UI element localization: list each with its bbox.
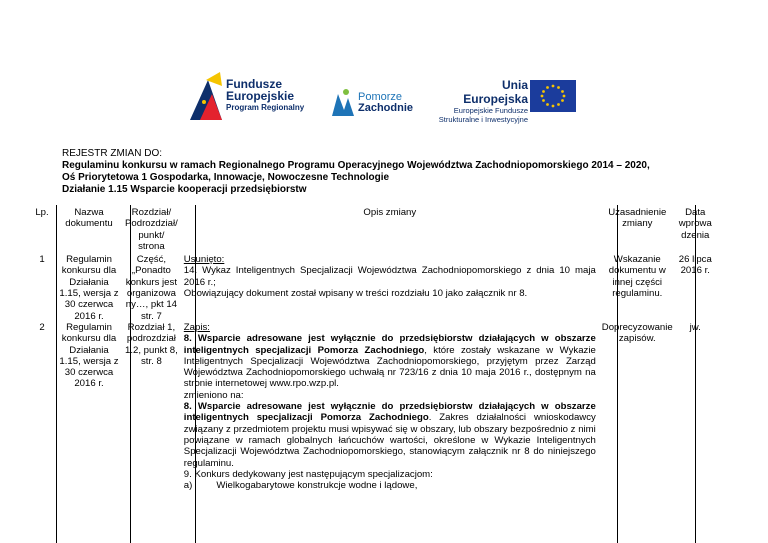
document-header (62, 148, 650, 196)
table-row (28, 322, 715, 491)
row-data: 26 lipca 2016 r. (678, 254, 712, 277)
row-lp: 1 (39, 254, 45, 266)
opis-paragraph (184, 333, 596, 389)
list-marker: a) (183, 480, 193, 492)
row-lp: 2 (39, 321, 45, 333)
fundusze-logo-text: Fundusze Europejskie Program Regionalny (226, 77, 305, 112)
opis-text: Obowiązujący dokument został wpisany w treści rozdziału 10 jako załącznik nr 8. (183, 288, 528, 300)
opis-text: , które zostały wskazane w Wykazie Inteligentnych Specjalizacji Województwa Zachodniopomorskiego, przyjętym przez Zarząd Województwa Zachodniopomorskiego uchwałą nr 723/16 z dnia 10 maja 2016 r., dostępnym na stronie internetowej www.rpo.wzp.pl. (183, 344, 596, 390)
row-uzasadnienie: Doprecyzowanie zapisów. (601, 321, 673, 345)
ue-logo-text: Unia Europejska Europejskie Fundusze Strukturalne i Inwestycyjne (438, 78, 528, 124)
header-lp: Lp. (35, 207, 49, 218)
header-dzialanie: Działanie 1.15 Wsparcie kooperacji przedsiębiorstw (62, 184, 307, 195)
row-data: jw. (689, 321, 701, 333)
table-row (28, 252, 715, 322)
header-data: Data wprowa dzenia (678, 207, 712, 241)
table-header-row (28, 207, 715, 252)
opis-label: Usunięto: (183, 254, 225, 266)
header-nazwa: Nazwa dokumentu (65, 207, 113, 230)
opis-text: 9. Konkurs dedykowany jest następującym specjalizacjom: (183, 468, 433, 480)
header-rozdzial: Rozdział/ Podrozdział/ punkt/ strona (125, 207, 178, 252)
changes-table (28, 207, 715, 491)
opis-bold: 8. Wsparcie adresowane jest wyłącznie do przedsiębiorstw działających w obszarze inteligentnych specjalizacji Pomorza Zachodniego (183, 333, 596, 356)
row-nazwa: Regulamin konkursu dla Działania 1.15, wersja z 30 czerwca 2016 r. (59, 321, 119, 390)
row-uzasadnienie: Wskazanie dokumentu w innej części regulaminu. (608, 254, 666, 300)
header-uzasadnienie: Uzasadnienie zmiany (608, 207, 667, 230)
row-opis (181, 252, 599, 322)
opis-bold: 8. Wsparcie adresowane jest wyłącznie do przedsiębiorstw działających w obszarze inteligentnych specjalizacji Pomorza Zachodniego (183, 401, 596, 424)
pomorze-logo-text: Pomorze Zachodnie (358, 91, 414, 114)
row-nazwa: Regulamin konkursu dla Działania 1.15, wersja z 30 czerwca 2016 r. (59, 254, 119, 322)
opis-paragraph (184, 401, 596, 469)
eu-flag-icon (530, 80, 576, 112)
header-regulamin: Regulaminu konkursu w ramach Regionalnego Programu Operacyjnego Województwa Zachodniopomorskiego 2014 – 2020, (62, 160, 650, 171)
header-os-priorytetowa: Oś Priorytetowa 1 Gospodarka, Innowacje, Nowoczesne Technologie (62, 172, 390, 183)
header-title: REJESTR ZMIAN DO: (62, 148, 163, 159)
row-rozdzial: Część, „Ponadto konkurs jest organizowa ny…, pkt 14 str. 7 (125, 254, 177, 322)
row-opis (181, 322, 599, 491)
opis-list-item (184, 480, 596, 491)
opis-label: zmieniono na: (183, 389, 244, 401)
logo-bar (0, 0, 768, 140)
opis-label: Zapis: (183, 321, 210, 333)
row-rozdzial: Rozdział 1, podrozdział 1.2, punkt 8, str. 8 (125, 321, 178, 367)
opis-text: Wielkogabarytowe konstrukcje wodne i lądowe, (216, 480, 418, 492)
header-opis: Opis zmiany (363, 207, 417, 218)
opis-text: 14. Wykaz Inteligentnych Specjalizacji Województwa Zachodniopomorskiego z dnia 10 maja 2016 r.; (183, 265, 596, 288)
opis-text: . Zakres działalności wnioskodawcy związany z przedmiotem projektu musi wpisywać się w obszary, lub obszary bezpośrednio z nimi powiązane w ramach globalnych łańcuchów wartości, określone w Wykazie Inteligentnych Specjalizacji Województwa Zachodniopomorskiego, stanowiącym załącznik nr 8 do niniejszego regulaminu. (183, 412, 596, 469)
